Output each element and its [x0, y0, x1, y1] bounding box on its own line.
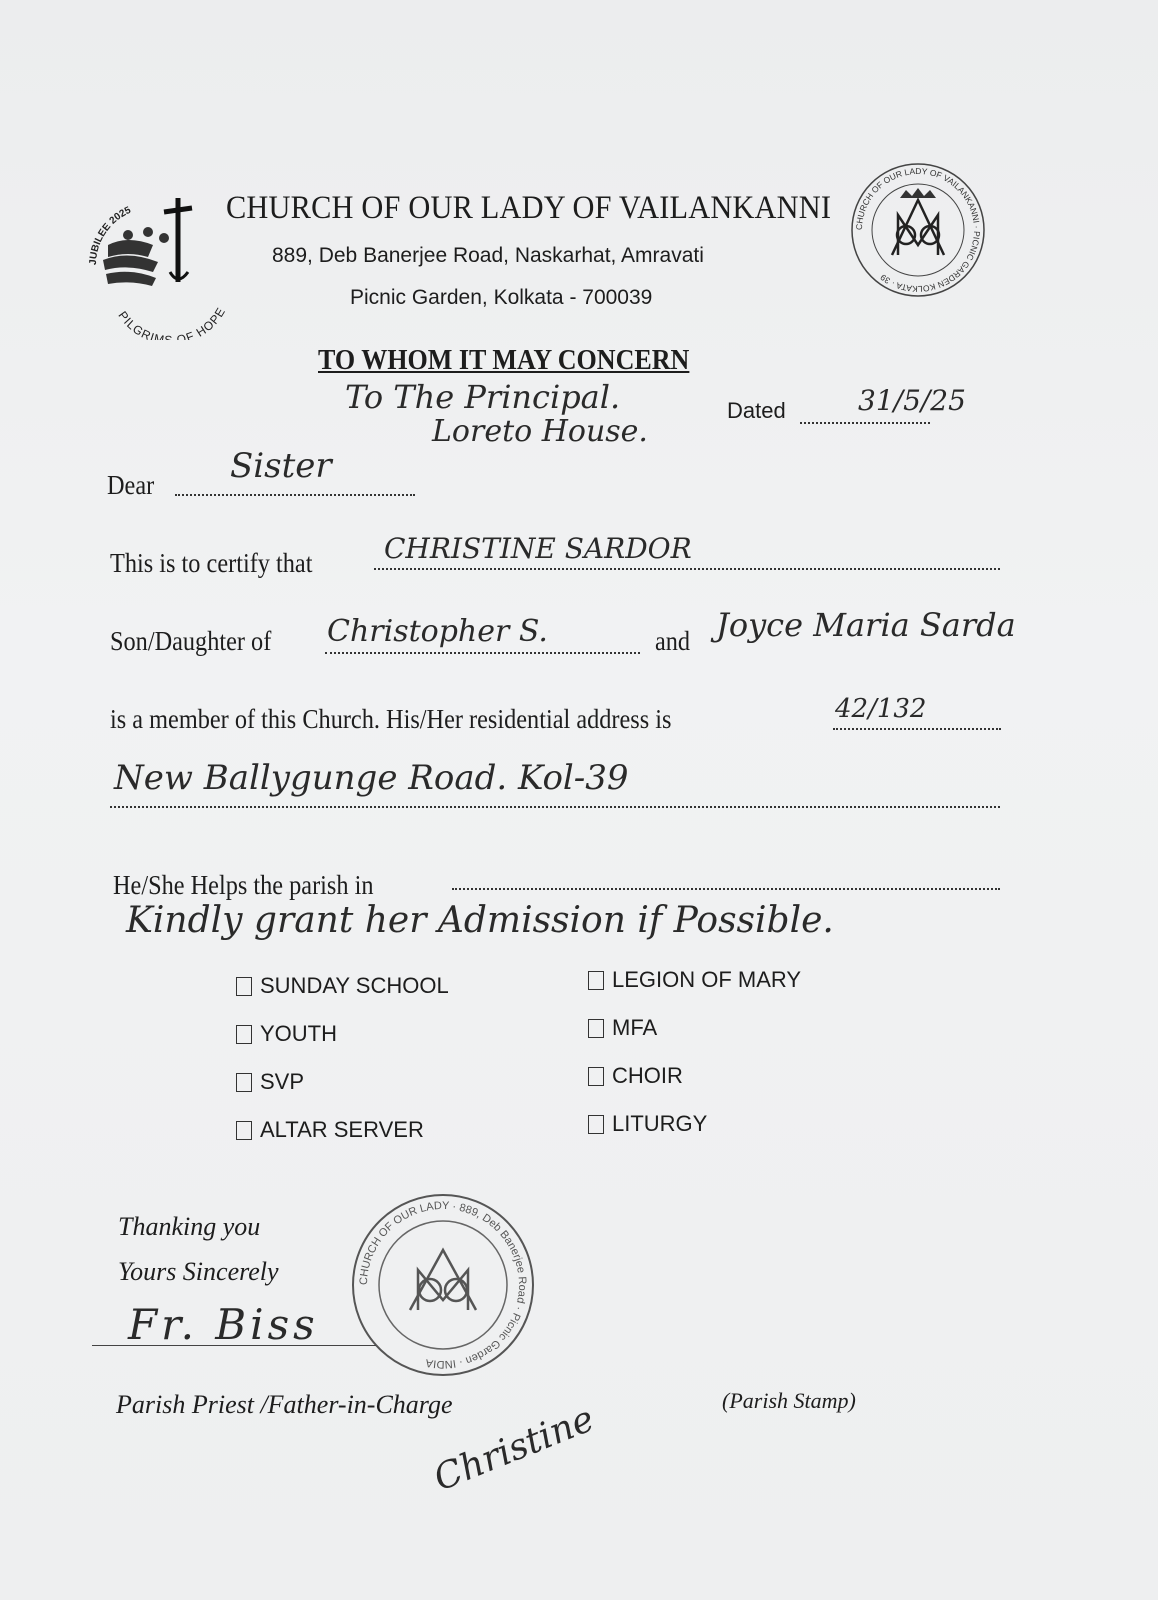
checkbox-label: SUNDAY SCHOOL: [260, 973, 449, 998]
svg-text:CHURCH OF OUR LADY · 889, Deb: [358, 1200, 528, 1370]
jubilee-logo: [78, 190, 228, 340]
address-field-2: [110, 758, 1000, 808]
svg-text:CHURCH OF OUR LADY OF VAILANKA: [854, 166, 982, 294]
address-value-1: 42/132: [835, 694, 927, 724]
checkbox-icon[interactable]: [588, 1115, 604, 1134]
checkbox-youth[interactable]: [236, 1010, 449, 1058]
checkbox-column-left: [236, 962, 449, 1154]
signature-line: [92, 1345, 376, 1346]
checkbox-label: YOUTH: [260, 1021, 337, 1046]
checkbox-icon[interactable]: [588, 1067, 604, 1086]
checkbox-icon[interactable]: [236, 1121, 252, 1140]
address-value-2: New Ballygunge Road. Kol-39: [114, 758, 629, 798]
checkbox-label: LEGION OF MARY: [612, 967, 802, 992]
seal-text: CHURCH OF OUR LADY OF VAILANKANNI · PICNIC GARDEN KOLKATA · 39: [853, 165, 983, 295]
page-title: TO WHOM IT MAY CONCERN: [318, 345, 690, 376]
address-line-2: Picnic Garden, Kolkata - 700039: [350, 286, 653, 309]
dated-field: [800, 384, 966, 424]
stamp-label: (Parish Stamp): [722, 1388, 856, 1413]
church-seal: [848, 160, 988, 300]
checkbox-icon[interactable]: [236, 977, 252, 996]
helps-field: [452, 876, 1000, 890]
stamp-monogram-icon: [410, 1250, 476, 1310]
checkbox-sunday-school[interactable]: [236, 962, 449, 1010]
crown-icon: [900, 188, 936, 198]
parent-label: Son/Daughter of: [110, 626, 272, 656]
jubilee-logo-top-text: JUBILEE 2025: [87, 204, 133, 266]
checkbox-svp[interactable]: [236, 1058, 449, 1106]
dated-value: 31/5/25: [858, 384, 966, 417]
mother-field: [702, 606, 1042, 652]
stamp-text: CHURCH OF OUR LADY · 889, Deb Banerjee Road · Picnic Garden · INDIA: [357, 1199, 529, 1371]
member-label: is a member of this Church. His/Her residential address is: [110, 704, 672, 734]
monogram-icon: [892, 200, 944, 255]
checkbox-label: CHOIR: [612, 1063, 683, 1088]
and-label: and: [655, 626, 691, 656]
certify-field: [374, 532, 1000, 570]
yours-sincerely-text: Yours Sincerely: [118, 1257, 279, 1286]
checkbox-column-right: [588, 956, 801, 1148]
checkbox-altar-server[interactable]: [236, 1106, 449, 1154]
address-line-1: 889, Deb Banerjee Road, Naskarhat, Amravati: [272, 244, 704, 267]
certify-label: This is to certify that: [110, 548, 313, 578]
checkbox-legion-of-mary[interactable]: [588, 956, 801, 1004]
checkbox-mfa[interactable]: [588, 1004, 801, 1052]
checkbox-label: MFA: [612, 1015, 658, 1040]
svg-text:PILGRIMS OF HOPE: [115, 305, 228, 340]
checkbox-icon[interactable]: [588, 1019, 604, 1038]
thanking-text: Thanking you: [118, 1212, 261, 1241]
checkbox-label: LITURGY: [612, 1111, 708, 1136]
dear-field: [175, 446, 415, 496]
dear-value: Sister: [230, 446, 332, 486]
father-field: [325, 614, 640, 654]
priest-label: Parish Priest /Father-in-Charge: [116, 1390, 453, 1419]
church-name: CHURCH OF OUR LADY OF VAILANKANNI: [226, 190, 832, 226]
dated-label: Dated: [727, 398, 786, 423]
checkbox-icon[interactable]: [236, 1073, 252, 1092]
checkbox-choir[interactable]: [588, 1052, 801, 1100]
certify-value: CHRISTINE SARDOR: [384, 532, 692, 565]
bottom-signature: Christine: [428, 1398, 600, 1500]
parish-stamp: [348, 1190, 538, 1380]
father-value: Christopher S.: [327, 614, 548, 649]
address-field-1: [833, 694, 1001, 730]
addressee-line-2: Loreto House.: [432, 414, 648, 449]
addressee-line-1: To The Principal.: [345, 378, 621, 416]
dear-label: Dear: [107, 470, 155, 500]
checkbox-label: SVP: [260, 1069, 305, 1094]
checkbox-label: ALTAR SERVER: [260, 1117, 424, 1142]
helps-note: Kindly grant her Admission if Possible.: [126, 900, 834, 941]
jubilee-logo-bottom-text: PILGRIM OF HOPE: [115, 304, 228, 340]
helps-label: He/She Helps the parish in: [113, 870, 374, 900]
checkbox-icon[interactable]: [236, 1025, 252, 1044]
checkbox-icon[interactable]: [588, 971, 604, 990]
checkbox-liturgy[interactable]: [588, 1100, 801, 1148]
priest-signature: Fr. Biss: [128, 1300, 319, 1349]
mother-value: Joyce Maria Sarda: [716, 606, 1016, 644]
pilgrims-figures-icon: [103, 227, 169, 286]
